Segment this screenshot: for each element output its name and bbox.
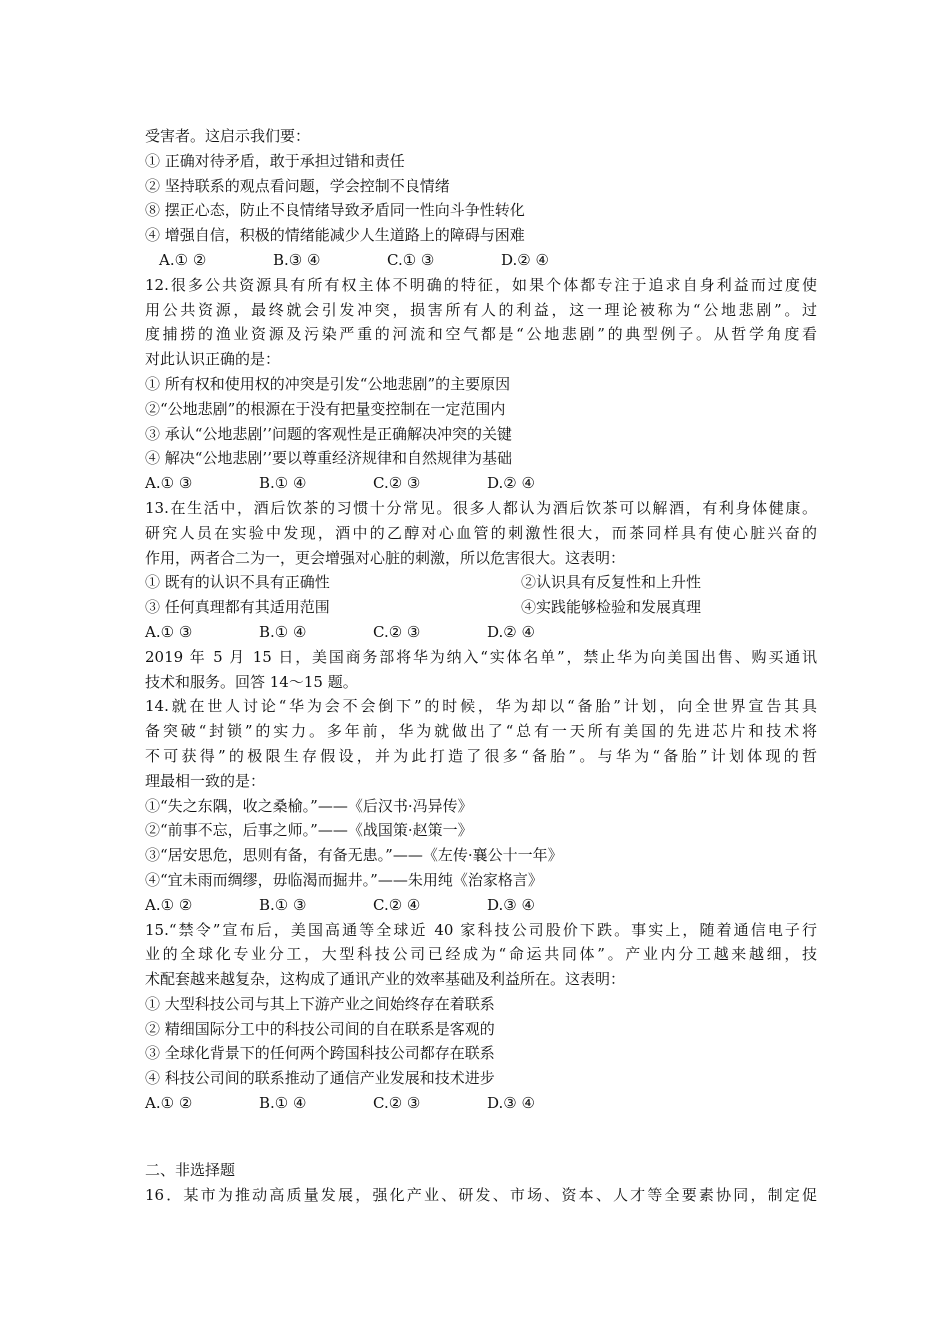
q13-choice-2: ②认识具有反复性和上升性 bbox=[521, 573, 702, 592]
section-title: 二、非选择题 bbox=[145, 1160, 236, 1179]
option-c: C.② ③ bbox=[373, 622, 421, 641]
intro-line: 2019 年 5 月 15 日，美国商务部将华为纳入“实体名单”，禁止华为向美国出售、购买通讯 bbox=[145, 647, 817, 666]
q11-choice-4: ④ 增强自信，积极的情绪能减少人生道路上的障碍与困难 bbox=[145, 226, 525, 245]
q13-stem-line: 13.在生活中，酒后饮茶的习惯十分常见。很多人都认为酒后饮茶可以解酒，有利身体健康。 bbox=[145, 498, 817, 517]
q12-choice-1: ① 所有权和使用权的冲突是引发“公地悲剧”的主要原因 bbox=[145, 374, 511, 393]
q11-choice-2: ② 坚持联系的观点看问题，学会控制不良情绪 bbox=[145, 176, 450, 195]
question-12 bbox=[145, 273, 817, 496]
q12-stem-line: 12.很多公共资源具有所有权主体不明确的特征，如果个体都专注于追求自身利益而过度使 bbox=[145, 275, 817, 294]
q12-options bbox=[145, 471, 817, 496]
option-b: B.① ③ bbox=[259, 895, 307, 914]
q13-choice-row bbox=[145, 570, 817, 595]
q14-choice-4: ④“宜未雨而绸缪，毋临渴而掘井。”——朱用纯《治家格言》 bbox=[145, 870, 543, 889]
q15-choice-4: ④ 科技公司间的联系推动了通信产业发展和技术进步 bbox=[145, 1069, 495, 1088]
q14-stem-line: 不可获得”的极限生存假设，并为此打造了很多“备胎”。与华为“备胎”计划体现的哲 bbox=[145, 746, 817, 765]
option-b: B.① ④ bbox=[259, 1094, 307, 1113]
q14-stem-line: 备突破“封锁”的实力。多年前，华为就做出了“总有一天所有美国的先进芯片和技术将 bbox=[145, 722, 817, 741]
q13-choice-3: ③ 任何真理都有其适用范围 bbox=[145, 598, 330, 617]
q12-stem-line: 度捕捞的渔业资源及污染严重的河流和空气都是“公地悲剧”的典型例子。从哲学角度看 bbox=[145, 325, 817, 344]
option-a: A.① ③ bbox=[145, 474, 193, 493]
q15-choice-3: ③ 全球化背景下的任何两个跨国科技公司都存在联系 bbox=[145, 1044, 495, 1063]
q12-choice-4: ④ 解决“公地悲剧’’要以尊重经济规律和自然规律为基础 bbox=[145, 449, 512, 468]
option-c: C.② ④ bbox=[373, 895, 421, 914]
q14-choice-3: ③“居安思危，思则有备，有备无患。”——《左传·襄公十一年》 bbox=[145, 846, 563, 865]
question-14 bbox=[145, 694, 817, 917]
q13-choice-row bbox=[145, 595, 817, 620]
q12-choice-3: ③ 承认“公地悲剧’’问题的客观性是正确解决冲突的关键 bbox=[145, 424, 512, 443]
q14-stem-line: 理最相一致的是： bbox=[145, 771, 266, 790]
question-11 bbox=[145, 124, 817, 273]
q13-choice-1: ① 既有的认识不具有正确性 bbox=[145, 573, 330, 592]
option-b: B.① ④ bbox=[259, 622, 307, 641]
option-a: A.① ② bbox=[145, 1094, 193, 1113]
q15-choice-2: ② 精细国际分工中的科技公司间的自在联系是客观的 bbox=[145, 1019, 495, 1038]
q13-choice-4: ④实践能够检验和发展真理 bbox=[521, 598, 702, 617]
q13-stem-line: 研究人员在实验中发现，酒中的乙醇对心血管的刺激性很大，而茶同样具有使心脏兴奋的 bbox=[145, 523, 817, 542]
document-page bbox=[145, 124, 817, 1207]
question-15 bbox=[145, 918, 817, 1116]
q15-stem-line: 15.“禁令”宣布后，美国高通等全球近 40 家科技公司股价下跌。事实上，随着通信电子行 bbox=[145, 920, 817, 939]
option-d: D.② ④ bbox=[487, 622, 535, 641]
option-b: B.① ④ bbox=[259, 474, 307, 493]
q13-options bbox=[145, 620, 817, 645]
q11-choice-1: ① 正确对待矛盾，敢于承担过错和责任 bbox=[145, 151, 405, 170]
q12-stem-line: 对此认识正确的是： bbox=[145, 350, 281, 369]
intro-line: 技术和服务。回答 14～15 题。 bbox=[145, 672, 358, 691]
option-c: C.② ③ bbox=[373, 1094, 421, 1113]
option-a: A.① ② bbox=[159, 250, 207, 269]
q11-line: 受害者。这启示我们要： bbox=[145, 127, 311, 145]
q12-stem-line: 用公共资源，最终就会引发冲突，损害所有人的利益，这一理论被称为“公地悲剧”。过 bbox=[145, 300, 817, 319]
q11-options bbox=[145, 248, 817, 273]
section-two bbox=[145, 1158, 817, 1208]
q14-options bbox=[145, 893, 817, 918]
option-d: D.② ④ bbox=[501, 250, 549, 269]
q15-options bbox=[145, 1091, 817, 1116]
q14-choice-2: ②“前事不忘，后事之师。”——《战国策·赵策一》 bbox=[145, 821, 473, 840]
q12-choice-2: ②“公地悲剧”的根源在于没有把量变控制在一定范围内 bbox=[145, 399, 506, 418]
q15-stem-line: 术配套越来越复杂，这构成了通讯产业的效率基础及利益所在。这表明： bbox=[145, 970, 626, 989]
option-c: C.① ③ bbox=[387, 250, 435, 269]
section-spacer bbox=[145, 1116, 817, 1158]
q14-choice-1: ①“失之东隅，收之桑榆。”——《后汉书·冯异传》 bbox=[145, 796, 473, 815]
option-c: C.② ③ bbox=[373, 474, 421, 493]
q15-stem-line: 业的全球化专业分工，大型科技公司已经成为“命运共同体”。产业内分工越来越细，技 bbox=[145, 945, 817, 964]
q16-stem-line: 16．某市为推动高质量发展，强化产业、研发、市场、资本、人才等全要素协同，制定促 bbox=[145, 1185, 817, 1204]
option-d: D.② ④ bbox=[487, 474, 535, 493]
option-a: A.① ③ bbox=[145, 622, 193, 641]
q13-stem-line: 作用，两者合二为一，更会增强对心脏的刺激，所以危害很大。这表明： bbox=[145, 548, 626, 567]
material-intro bbox=[145, 645, 817, 695]
option-d: D.③ ④ bbox=[487, 1094, 535, 1113]
q15-choice-1: ① 大型科技公司与其上下游产业之间始终存在着联系 bbox=[145, 994, 495, 1013]
question-13 bbox=[145, 496, 817, 645]
option-a: A.① ② bbox=[145, 895, 193, 914]
q11-choice-3: ⑧ 摆正心态，防止不良情绪导致矛盾同一性向斗争性转化 bbox=[145, 201, 525, 220]
q14-stem-line: 14.就在世人讨论“华为会不会倒下”的时候，华为却以“备胎”计划，向全世界宣告其具 bbox=[145, 697, 817, 716]
option-d: D.③ ④ bbox=[487, 895, 535, 914]
option-b: B.③ ④ bbox=[273, 250, 321, 269]
